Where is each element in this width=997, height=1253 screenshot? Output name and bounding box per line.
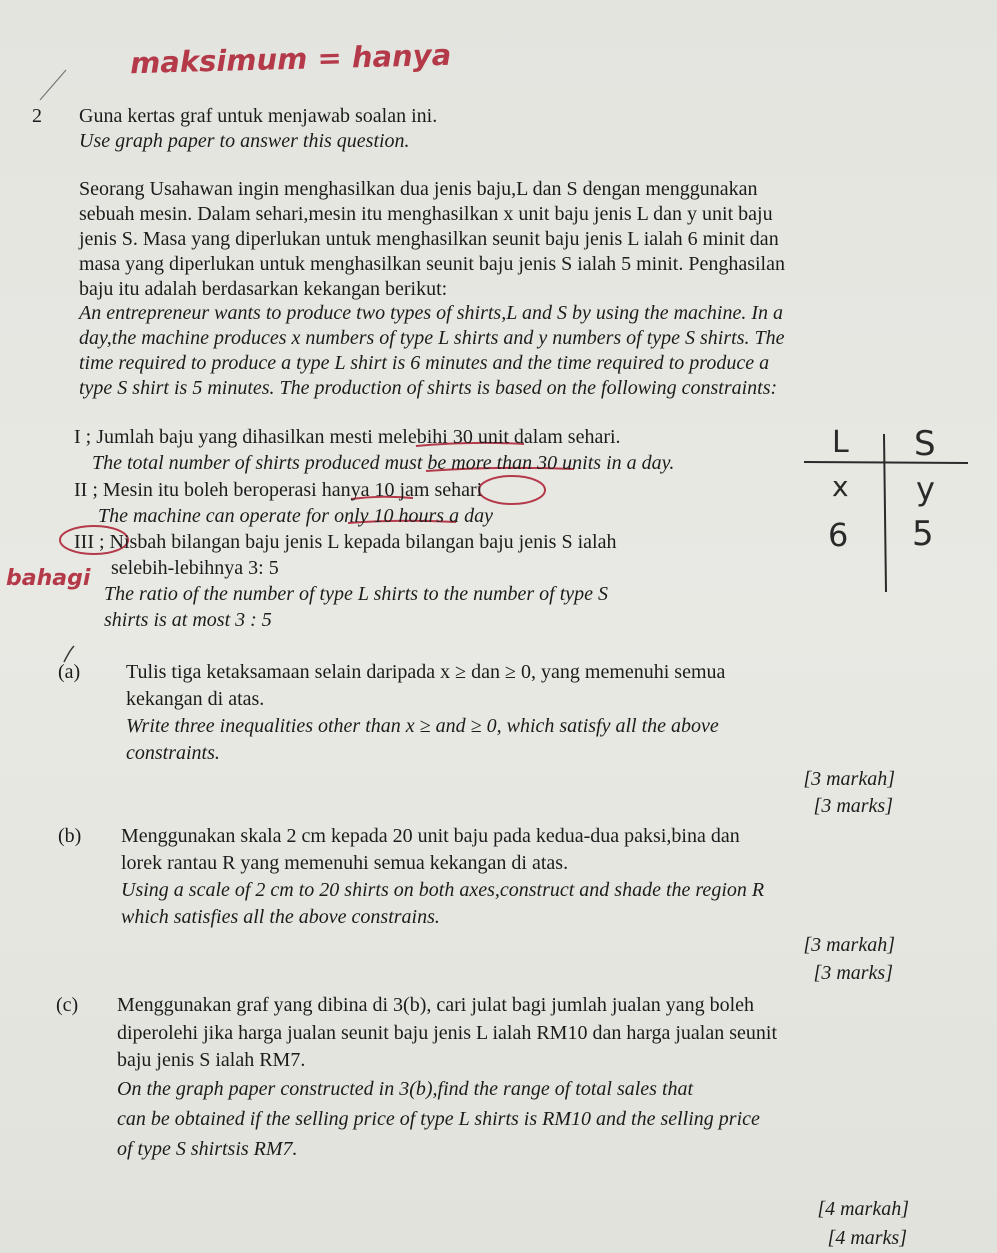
part-b-label: (b): [58, 825, 82, 847]
part-a-malay-cont: kekangan di atas.: [126, 688, 265, 710]
part-a-english: Write three inequalities other than x ≥ and ≥ 0, which satisfy all the above: [126, 715, 719, 737]
part-b-marks-english: [3 marks]: [813, 962, 893, 984]
intro-malay-line: Seorang Usahawan ingin menghasilkan dua jenis baju,L dan S dengan menggunakan: [79, 178, 758, 200]
part-c-malay-cont: baju jenis S ialah RM7.: [117, 1049, 306, 1071]
circle-sehari: [479, 476, 545, 504]
part-b-malay-cont: lorek rantau R yang memenuhi semua kekangan di atas.: [121, 852, 569, 874]
intro-malay-line: jenis S. Masa yang diperlukan untuk menghasilkan seunit baju jenis L ialah 6 minit dan: [79, 228, 779, 250]
handwritten-table-header-s: S: [914, 424, 936, 464]
part-a-malay: Tulis tiga ketaksamaan selain daripada x ≥ dan ≥ 0, yang memenuhi semua: [126, 661, 726, 683]
part-c-marks-english: [4 marks]: [827, 1227, 907, 1249]
intro-malay-line: masa yang diperlukan untuk menghasilkan seunit baju jenis S ialah 5 minit. Penghasilan: [79, 253, 785, 275]
part-c-malay-cont: diperolehi jika harga jualan seunit baju jenis L ialah RM10 dan harga jualan seunit: [117, 1022, 778, 1044]
intro-english-line: time required to produce a type L shirt is 6 minutes and the time required to produce a: [79, 352, 770, 374]
intro-english-line: day,the machine produces x numbers of type L shirts and y numbers of type S shirts. The: [79, 327, 785, 349]
part-c-english: On the graph paper constructed in 3(b),find the range of total sales that: [117, 1078, 694, 1100]
table-horizontal-line: [804, 462, 968, 463]
handwritten-table-header-l: L: [832, 425, 849, 460]
constraint-3-english-cont: shirts is at most 3 : 5: [104, 609, 272, 631]
instruction-malay: Guna kertas graf untuk menjawab soalan ini.: [79, 105, 438, 127]
part-c-malay: Menggunakan graf yang dibina di 3(b), cari julat bagi jumlah jualan yang boleh: [117, 994, 755, 1016]
constraint-3-malay: III ; Nisbah bilangan baju jenis L kepada bilangan baju jenis S ialah: [74, 531, 617, 553]
part-a-marks-malay: [3 markah]: [803, 768, 895, 790]
table-vertical-line: [884, 434, 886, 592]
handwritten-table-5: 5: [912, 514, 934, 554]
part-c-marks-malay: [4 markah]: [817, 1198, 909, 1220]
instruction-english: Use graph paper to answer this question.: [79, 130, 410, 152]
part-a-marks-english: [3 marks]: [813, 795, 893, 817]
handwritten-table-6: 6: [828, 516, 849, 554]
part-b-malay: Menggunakan skala 2 cm kepada 20 unit baju pada kedua-dua paksi,bina dan: [121, 825, 740, 847]
constraint-3-malay-cont: selebih-lebihnya 3: 5: [111, 557, 279, 579]
handwritten-note-margin: bahagi: [6, 566, 91, 591]
question-number: 2: [32, 105, 42, 127]
part-c-label: (c): [56, 994, 79, 1016]
part-a-english-cont: constraints.: [126, 742, 220, 764]
constraint-1-malay: I ; Jumlah baju yang dihasilkan mesti melebihi 30 unit dalam sehari.: [74, 426, 621, 448]
part-a-label: (a): [58, 661, 81, 683]
part-b-marks-malay: [3 markah]: [803, 934, 895, 956]
constraint-1-english: The total number of shirts produced must be more than 30 units in a day.: [92, 452, 675, 474]
part-c-english-cont: of type S shirtsis RM7.: [117, 1138, 298, 1160]
pencil-stroke: [40, 70, 66, 100]
intro-english-line: type S shirt is 5 minutes. The production of shirts is based on the following constraints:: [79, 377, 778, 399]
part-b-english: Using a scale of 2 cm to 20 shirts on both axes,construct and shade the region R: [121, 879, 765, 901]
part-b-english-cont: which satisfies all the above constrains.: [121, 906, 440, 928]
intro-malay-line: sebuah mesin. Dalam sehari,mesin itu menghasilkan x unit baju jenis L dan y unit baju: [79, 203, 773, 225]
part-c-english-cont: can be obtained if the selling price of type L shirts is RM10 and the selling price: [117, 1108, 760, 1130]
constraint-2-english: The machine can operate for only 10 hours a day: [98, 505, 493, 527]
intro-malay-line: baju itu adalah berdasarkan kekangan berikut:: [79, 278, 448, 300]
constraint-2-malay: II ; Mesin itu boleh beroperasi hanya 10 jam sehari: [74, 479, 483, 501]
handwritten-table-x: x: [832, 470, 849, 503]
handwritten-note-top: maksimum = hanya: [129, 37, 452, 81]
intro-english-line: An entrepreneur wants to produce two types of shirts,L and S by using the machine. In a: [79, 302, 784, 324]
handwritten-table-y: y: [916, 470, 935, 508]
constraint-3-english: The ratio of the number of type L shirts to the number of type S: [104, 583, 609, 605]
